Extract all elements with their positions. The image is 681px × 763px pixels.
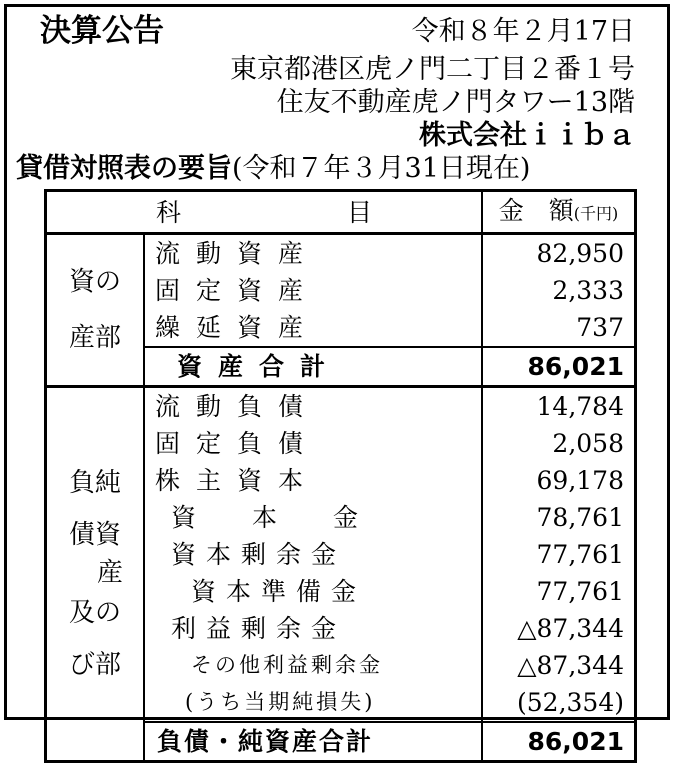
- balance-sheet-period: (令和７年３月31日現在): [232, 153, 531, 184]
- header-amount: [482, 191, 636, 234]
- row-label: 利益剰余金: [144, 610, 482, 647]
- assets-label-line1: 資の: [68, 267, 121, 297]
- row-label: 資本準備金: [144, 573, 482, 610]
- total-value: 86,021: [482, 722, 636, 762]
- row-label: 流動資産: [144, 234, 482, 273]
- balance-sheet-title: [16, 155, 530, 182]
- row-label: 流動負債: [144, 387, 482, 426]
- liabilities-label-line5: び部: [68, 650, 121, 680]
- row-value: 78,761: [536, 503, 624, 532]
- notice-title: 決算公告: [40, 13, 164, 49]
- row-label: 資本剰余金: [144, 536, 482, 573]
- table-header-row: [46, 191, 636, 234]
- row-value: 77,761: [536, 540, 624, 569]
- liabilities-section-label: [46, 387, 145, 762]
- liabilities-label-line3: 産: [96, 558, 123, 588]
- company-address-line2: 住友不動産虎ノ門タワー13階: [276, 87, 635, 118]
- liabilities-label-line2: 債資: [68, 520, 121, 550]
- row-value: (52,354): [517, 688, 624, 717]
- total-value: 86,021: [482, 347, 636, 387]
- row-value: 69,178: [536, 466, 624, 495]
- row-label: 固定資産: [144, 272, 482, 309]
- row-value: 77,761: [536, 577, 624, 606]
- company-name: 株式会社ｉｉｂａ: [419, 120, 635, 151]
- notice-date: 令和８年２月17日: [411, 16, 635, 47]
- row-label: 資本金: [144, 499, 482, 536]
- row-label: 固定負債: [144, 425, 482, 462]
- row-value: 14,784: [536, 392, 624, 421]
- row-value: 737: [576, 313, 624, 342]
- balance-sheet-heading: 貸借対照表の要旨: [16, 153, 232, 184]
- assets-label-line2: 産部: [68, 323, 121, 353]
- header-amount-label: 金 額: [498, 196, 574, 225]
- header-account-1: 科: [156, 197, 182, 227]
- row-value: △87,344: [517, 651, 624, 680]
- header-account: [46, 191, 483, 234]
- row-value: 2,058: [552, 429, 624, 458]
- company-address-line1: 東京都港区虎ノ門二丁目２番１号: [230, 54, 635, 85]
- row-value: 2,333: [552, 276, 624, 305]
- table-row: [46, 234, 636, 273]
- row-label: (うち当期純損失): [144, 684, 482, 722]
- header-account-2: 目: [346, 197, 372, 227]
- liabilities-label-line1: 負純: [68, 468, 121, 498]
- row-value: 82,950: [536, 239, 624, 268]
- row-label: その他利益剰余金: [144, 647, 482, 684]
- liabilities-label-line4: 及の: [68, 598, 121, 628]
- assets-section-label: [46, 234, 145, 387]
- balance-sheet-table: [44, 189, 637, 763]
- total-label: 資産合計: [144, 347, 482, 387]
- total-label: 負債・純資産合計: [144, 722, 482, 762]
- row-label: 繰延資産: [144, 309, 482, 347]
- row-label: 株主資本: [144, 462, 482, 499]
- table-row: [46, 387, 636, 426]
- row-value: △87,344: [517, 614, 624, 643]
- header-unit: (千円): [573, 204, 619, 223]
